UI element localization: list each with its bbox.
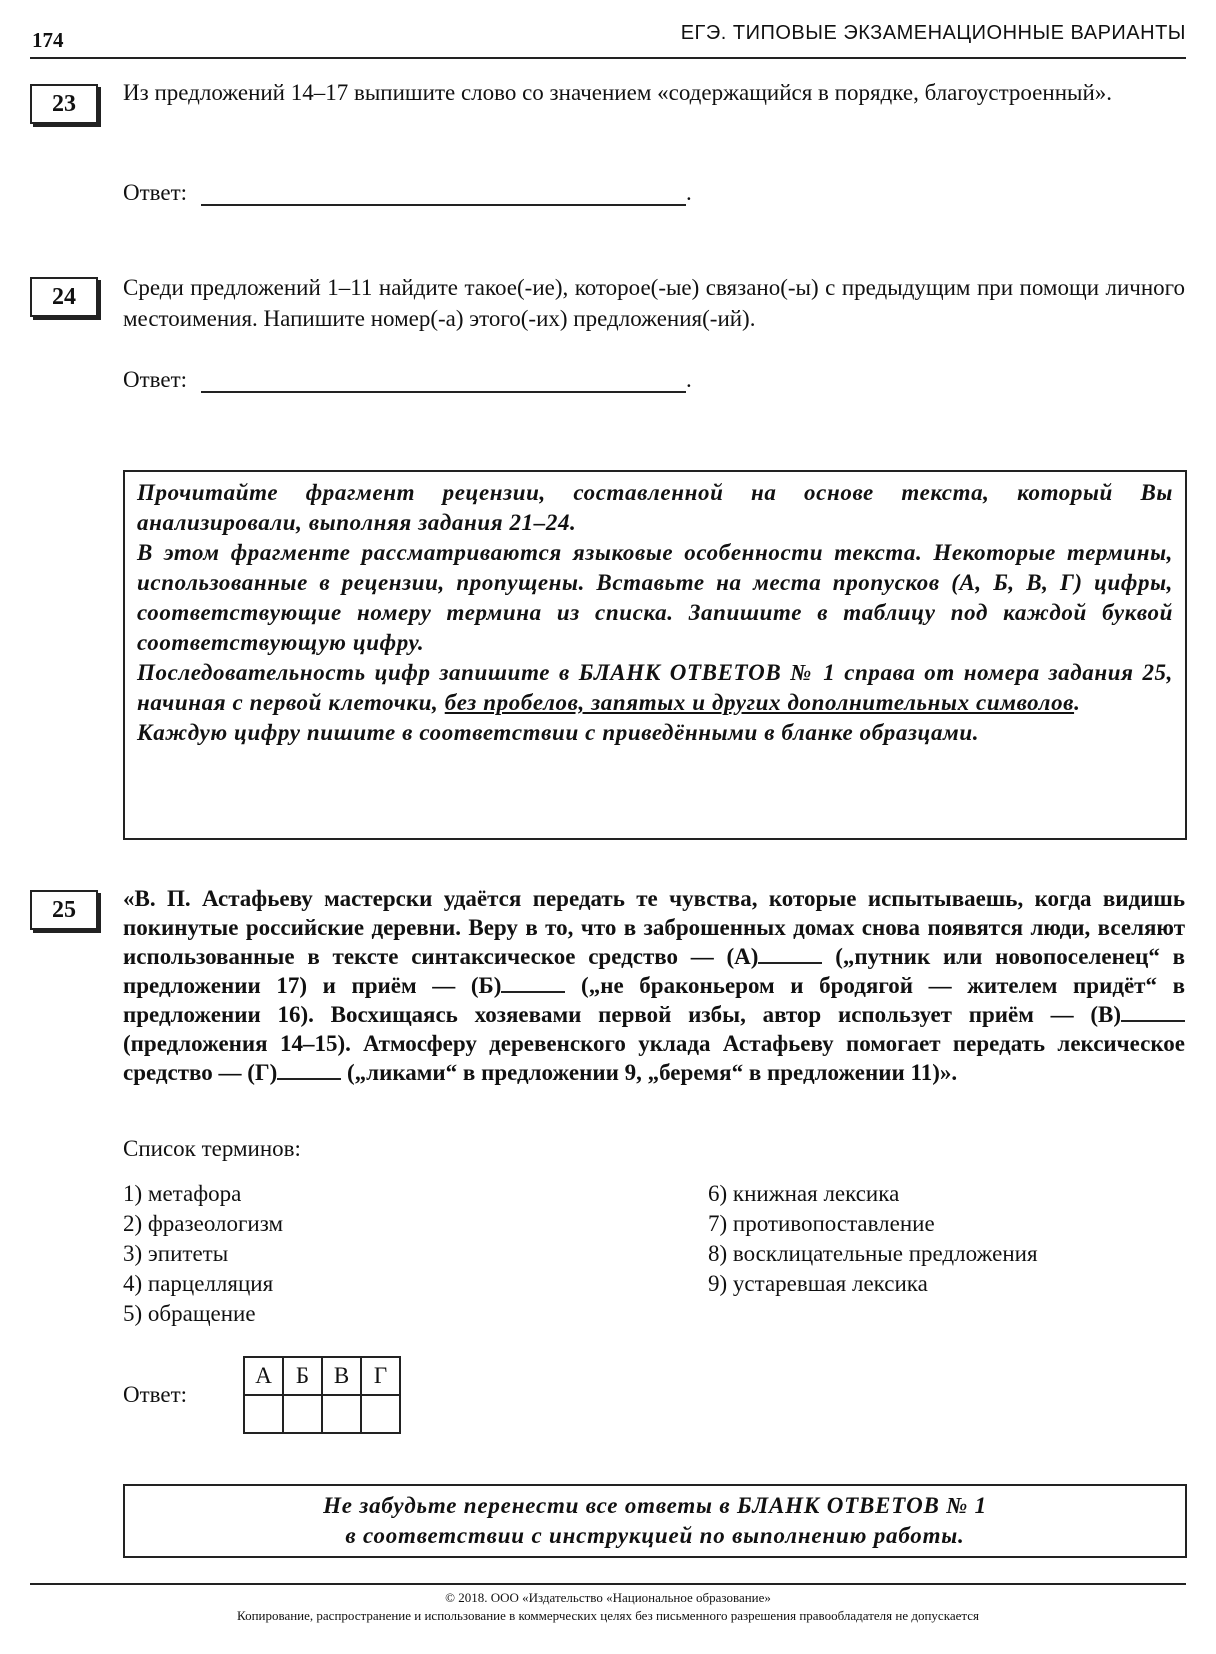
term-item: 8) восклицательные предложения [708, 1241, 1038, 1266]
task-23-answer-field[interactable] [201, 182, 686, 206]
copyright-notice: Копирование, распространение и использование в коммерческих целях без письменного разрешения правообладателя не допускается [237, 1608, 979, 1623]
term-item: 4) парцелляция [123, 1271, 274, 1296]
task-25-answer-label: Ответ: [123, 1382, 188, 1407]
instructions-p3-underlined: без пробелов, запятых и других дополнительных символов [444, 690, 1075, 715]
instructions-p4: Каждую цифру пишите в соответствии с приведёнными в бланке образцами. [137, 720, 980, 745]
review-fragment [123, 884, 1185, 1087]
terms-list-right [708, 1179, 1038, 1299]
reminder-line-1: Не забудьте перенести все ответы в БЛАНК ОТВЕТОВ № 1 [323, 1493, 987, 1518]
task-24-answer-label: Ответ: [123, 367, 188, 392]
running-title: ЕГЭ. ТИПОВЫЕ ЭКЗАМЕНАЦИОННЫЕ ВАРИАНТЫ [680, 22, 1186, 44]
review-part-5: („ликами“ в предложении 9, „беремя“ в предложении 11)». [341, 1060, 958, 1085]
task-24-answer-field[interactable] [201, 369, 686, 393]
task-23-answer-label: Ответ: [123, 180, 188, 205]
answer-table-header-g: Г [361, 1357, 400, 1395]
task-23-text: Из предложений 14–17 выпишите слово со значением «содержащийся в порядке, благоустроенный». [123, 80, 1113, 105]
review-part-1: «В. П. Астафьеву мастерски удаётся передать те чувства, которые испытываешь, когда видишь покинутые российские деревни. Веру в то, что в заброшенных домах снова появятся люди, вселяют использованные в тексте синтаксическое средство — (А) [123, 886, 1185, 969]
blank-b [501, 973, 565, 993]
blank-a [758, 944, 822, 964]
blank-v [1121, 1002, 1185, 1022]
task-24-text: Среди предложений 1–11 найдите такое(-ие), которое(-ые) связано(-ы) с предыдущим при помощи личного местоимения. Напишите номер(-а) этого(-их) предложения(-ий). [123, 275, 1185, 331]
term-item: 9) устаревшая лексика [708, 1271, 928, 1296]
term-item: 3) эпитеты [123, 1241, 229, 1266]
answer-table-header-b: Б [283, 1357, 322, 1395]
task-25-number: 25 [30, 890, 98, 930]
blank-g [277, 1060, 341, 1080]
instructions-p3 [137, 658, 1173, 718]
terms-title: Список терминов: [123, 1136, 301, 1161]
task-23-answer-row [123, 180, 692, 206]
footer-divider [30, 1583, 1186, 1585]
answer-table [243, 1356, 401, 1434]
instructions-p1: Прочитайте фрагмент рецензии, составленной на основе текста, который Вы анализировали, выполняя задания 21–24. [137, 480, 1173, 535]
instructions-p3-end: . [1074, 690, 1081, 715]
reminder-line-2: в соответствии с инструкцией по выполнению работы. [345, 1523, 965, 1548]
term-item: 7) противопоставление [708, 1211, 935, 1236]
task-24-number: 24 [30, 277, 98, 317]
answer-cell-a[interactable] [244, 1395, 283, 1433]
instructions-p3-start: Последовательность цифр запишите в БЛАНК ОТВЕТОВ № 1 справа от номера задания 25, начиная с первой клеточки, [137, 660, 1173, 715]
task-23-number: 23 [30, 84, 98, 124]
answer-cell-v[interactable] [322, 1395, 361, 1433]
task-24-answer-end: . [686, 367, 692, 392]
term-item: 5) обращение [123, 1301, 256, 1326]
page-number: 174 [32, 28, 64, 52]
instructions-box [123, 470, 1187, 840]
header-divider [30, 57, 1186, 59]
answer-table-header-a: А [244, 1357, 283, 1395]
answer-table-header-v: В [322, 1357, 361, 1395]
term-item: 1) метафора [123, 1181, 242, 1206]
instructions-p2: В этом фрагменте рассматриваются языковые особенности текста. Некоторые термины, использованные в рецензии, пропущены. Вставьте на места пропусков (А, Б, В, Г) цифры, соответствующие номеру термина из списка. Запишите в таблицу под каждой буквой соответствующую цифру. [137, 540, 1173, 655]
reminder-box [123, 1484, 1187, 1558]
review-part-4: (предложения 14–15). Атмосферу деревенского уклада Астафьеву помогает передать лексическое средство — (Г) [123, 1031, 1185, 1085]
task-23-answer-end: . [686, 180, 692, 205]
term-item: 2) фразеологизм [123, 1211, 284, 1236]
copyright: © 2018. ООО «Издательство «Национальное образование» [445, 1590, 771, 1605]
review-part-2: („путник или новопоселенец“ в предложении 17) и приём — (Б) [123, 944, 1186, 998]
review-part-3: („не браконьером и бродягой — жителем придёт“ в предложении 16). Восхищаясь хозяевами первой избы, автор использует приём — (В) [123, 973, 1185, 1027]
terms-list-left [123, 1179, 283, 1329]
term-item: 6) книжная лексика [708, 1181, 900, 1206]
task-24-answer-row [123, 367, 692, 393]
answer-cell-b[interactable] [283, 1395, 322, 1433]
answer-cell-g[interactable] [361, 1395, 400, 1433]
